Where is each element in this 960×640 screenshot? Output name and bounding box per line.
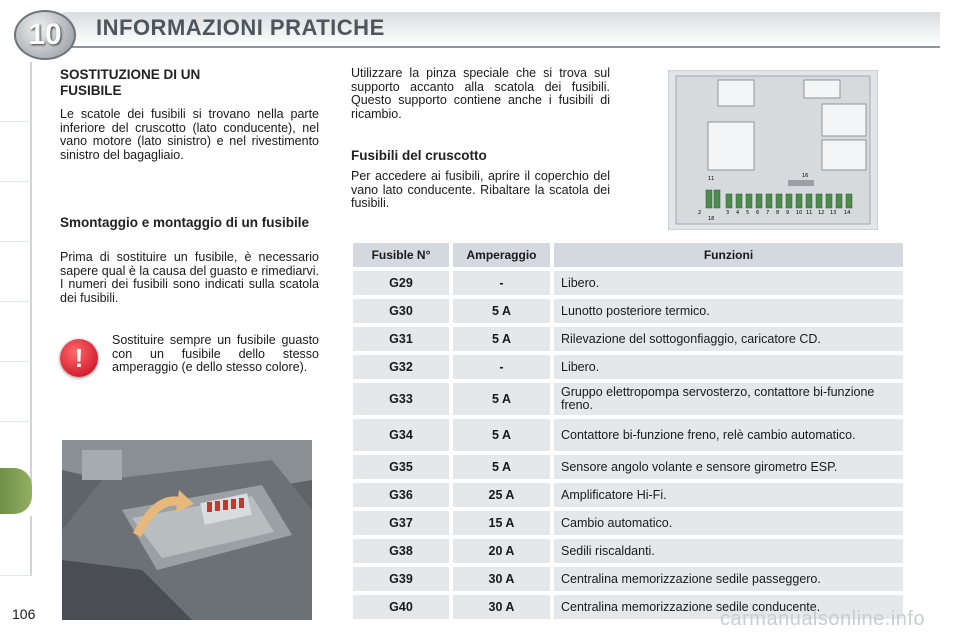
svg-text:4: 4	[736, 210, 740, 216]
fuse-function: Centralina memorizzazione sedile passeggero.	[554, 567, 903, 591]
section-title-fuse-replacement: SOSTITUZIONE DI UN FUSIBILE	[60, 67, 201, 98]
removal-text: Prima di sostituire un fusibile, è necessario sapere qual è la causa del guasto e rimediarvi. I numeri dei fusibili sono indicati sulla scatola dei fusibili.	[60, 250, 319, 305]
section-title-removal: Smontaggio e montaggio di un fusibile	[60, 215, 309, 230]
chapter-tab-9[interactable]	[0, 516, 32, 576]
chapter-tab-1[interactable]	[0, 62, 32, 122]
svg-text:3: 3	[726, 210, 730, 216]
svg-text:13: 13	[830, 210, 837, 216]
page-header	[0, 0, 960, 60]
table-row	[353, 299, 903, 323]
table-row	[353, 383, 903, 415]
fuse-function: Libero.	[554, 271, 903, 295]
fuse-amperage: 30 A	[453, 595, 550, 619]
svg-text:10: 10	[796, 210, 803, 216]
fuse-function: Sensore angolo volante e sensore girometro ESP.	[554, 455, 903, 479]
svg-text:12: 12	[818, 210, 825, 216]
fuse-replacement-text: Le scatole dei fusibili si trovano nella parte inferiore del cruscotto (lato conducente), nel vano motore (lato sinistro) e nel rivestimento sinistro del bagagliaio.	[60, 107, 319, 162]
section-title-dashboard-fuses: Fusibili del cruscotto	[351, 148, 487, 163]
fuse-number: G31	[353, 327, 449, 351]
fuse-function: Lunotto posteriore termico.	[554, 299, 903, 323]
fuse-number: G35	[353, 455, 449, 479]
chapter-tab-5[interactable]	[0, 302, 32, 362]
fuse-number: G38	[353, 539, 449, 563]
page-number: 106	[12, 606, 36, 622]
table-row	[353, 455, 903, 479]
table-row	[353, 539, 903, 563]
diagram-label-side: 18	[708, 216, 715, 222]
svg-text:2: 2	[698, 210, 702, 216]
svg-text:5: 5	[746, 210, 750, 216]
fuse-amperage: 5 A	[453, 419, 550, 451]
fuse-number: G37	[353, 511, 449, 535]
fuse-number: G29	[353, 271, 449, 295]
table-row	[353, 483, 903, 507]
fuse-amperage: -	[453, 355, 550, 379]
watermark: carmanualsonline.info	[720, 608, 926, 630]
fuse-function: Contattore bi-funzione freno, relè cambio automatico.	[554, 419, 903, 451]
fuse-amperage: 5 A	[453, 455, 550, 479]
fuse-amperage: 5 A	[453, 299, 550, 323]
fuse-amperage: 25 A	[453, 483, 550, 507]
fuse-function: Amplificatore Hi-Fi.	[554, 483, 903, 507]
table-row	[353, 567, 903, 591]
fuse-amperage: -	[453, 271, 550, 295]
table-row	[353, 419, 903, 451]
diagram-label-top-left: 11	[708, 176, 715, 182]
header-amperage: Amperaggio	[453, 243, 550, 267]
fuse-amperage: 5 A	[453, 383, 550, 415]
dashboard-fuses-text: Per accedere ai fusibili, aprire il coperchio del vano lato conducente. Ribaltare la scatola dei fusibili.	[351, 169, 610, 210]
table-row	[353, 327, 903, 351]
header-functions: Funzioni	[554, 243, 903, 267]
chapter-tab-2[interactable]	[0, 122, 32, 182]
tweezers-text: Utilizzare la pinza speciale che si trova sul supporto accanto alla scatola dei fusibili. Questo supporto contiene anche i fusibili di ricambio.	[351, 66, 610, 121]
fuse-function: Sedili riscaldanti.	[554, 539, 903, 563]
fuse-number: G36	[353, 483, 449, 507]
svg-text:6: 6	[756, 210, 760, 216]
table-row	[353, 271, 903, 295]
svg-text:9: 9	[786, 210, 790, 216]
fusebox-diagram	[668, 70, 878, 230]
table-row	[353, 355, 903, 379]
fuse-number: G39	[353, 567, 449, 591]
chapter-tab-6[interactable]	[0, 362, 32, 422]
fuse-function: Cambio automatico.	[554, 511, 903, 535]
fuse-function: Centralina memorizzazione sedile conducente.	[554, 595, 903, 619]
header-rule	[60, 46, 940, 48]
page-title: INFORMAZIONI PRATICHE	[96, 15, 385, 40]
fuse-number: G40	[353, 595, 449, 619]
svg-text:7: 7	[766, 210, 770, 216]
fuse-number: G33	[353, 383, 449, 415]
table-header-row	[353, 243, 903, 267]
fuse-amperage: 20 A	[453, 539, 550, 563]
fuse-number: G30	[353, 299, 449, 323]
table-row	[353, 511, 903, 535]
warning-text: Sostituire sempre un fusibile guasto con un fusibile dello stesso amperaggio (e dello stesso colore).	[112, 333, 319, 374]
chapter-tab-active[interactable]	[0, 468, 32, 514]
fuse-function: Rilevazione del sottogonfiaggio, caricatore CD.	[554, 327, 903, 351]
fuse-amperage: 5 A	[453, 327, 550, 351]
svg-text:11: 11	[806, 210, 813, 216]
chapter-tab-4[interactable]	[0, 242, 32, 302]
svg-text:8: 8	[776, 210, 780, 216]
diagram-label-top-right: 16	[802, 173, 809, 179]
fuse-number: G32	[353, 355, 449, 379]
chapter-tab-3[interactable]	[0, 182, 32, 242]
chapter-badge: 10	[14, 10, 76, 60]
fuse-amperage: 15 A	[453, 511, 550, 535]
fusebox-location-photo	[62, 440, 312, 620]
svg-text:14: 14	[844, 210, 851, 216]
fuse-amperage: 30 A	[453, 567, 550, 591]
fuse-function: Libero.	[554, 355, 903, 379]
warning-icon: !	[60, 339, 98, 377]
fuse-function: Gruppo elettropompa servosterzo, contattore bi-funzione freno.	[554, 383, 903, 415]
header-fuse: Fusible N°	[353, 243, 449, 267]
fuse-number: G34	[353, 419, 449, 451]
